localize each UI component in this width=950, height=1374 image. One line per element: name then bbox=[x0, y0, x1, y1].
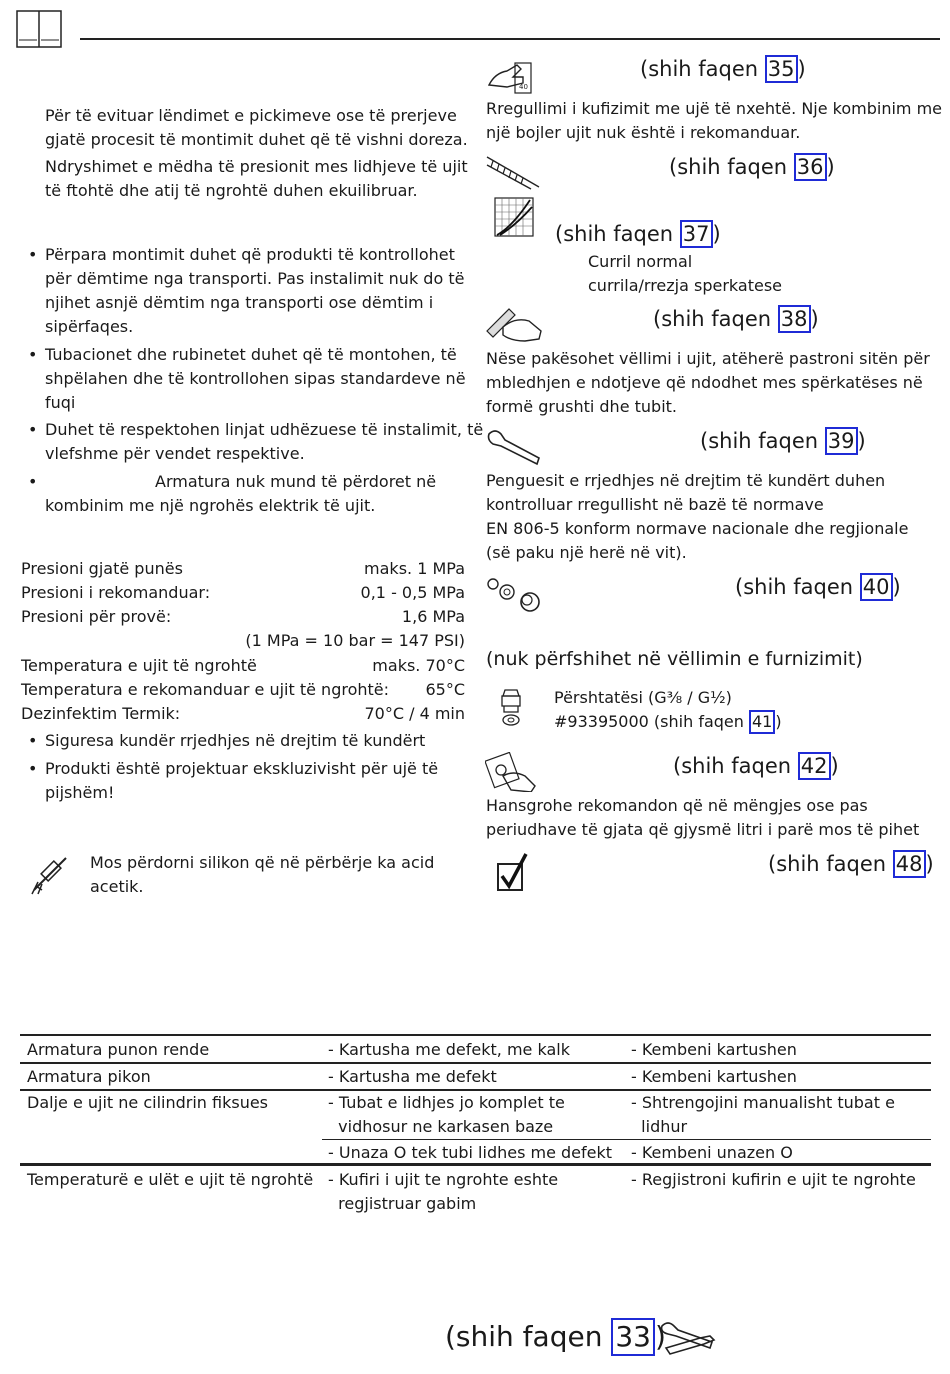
adapter-icon bbox=[499, 688, 523, 732]
page-number-box[interactable]: 42 bbox=[798, 752, 831, 780]
page-number-box[interactable]: 38 bbox=[778, 305, 811, 333]
bullet-line: për dëmtime nga transporti. Pas instalimit nuk do të bbox=[45, 269, 465, 288]
ref-suffix: ) bbox=[857, 429, 866, 453]
book-icon bbox=[16, 10, 62, 52]
spec-value: 70°C / 4 min bbox=[364, 704, 465, 723]
ref-suffix: ) bbox=[775, 712, 782, 731]
page-number-box[interactable]: 40 bbox=[860, 573, 893, 601]
bullet-dot: • bbox=[28, 420, 38, 439]
page-reference-35[interactable] bbox=[640, 55, 806, 83]
ref-prefix: (shih faqen bbox=[640, 57, 765, 81]
ref-suffix: ) bbox=[797, 57, 806, 81]
ref-suffix: ) bbox=[655, 1320, 666, 1353]
page-number-box[interactable]: 35 bbox=[765, 55, 798, 83]
adapter-line: Përshtatësi (G⅜ / G½) bbox=[554, 688, 732, 707]
bullet-line: Përpara montimit duhet që produkti të kontrollohet bbox=[45, 245, 455, 264]
bullet-line: vlefshme për vendet respektive. bbox=[45, 444, 305, 463]
section-text: kontrolluar rregullisht në bazë të normave bbox=[486, 495, 824, 514]
spec-value: 0,1 - 0,5 MPa bbox=[360, 583, 465, 602]
page-number-box[interactable]: 33 bbox=[611, 1318, 655, 1356]
tools-icon bbox=[660, 1318, 716, 1362]
table-rule bbox=[322, 1139, 931, 1140]
ref-prefix: (shih faqen bbox=[768, 852, 893, 876]
page-reference-42[interactable] bbox=[673, 752, 839, 780]
silicone-gun-icon bbox=[28, 852, 72, 900]
problem-cell: Armatura pikon bbox=[27, 1067, 151, 1086]
ref-prefix: (shih faqen bbox=[735, 575, 860, 599]
ref-prefix: (shih faqen bbox=[653, 307, 778, 331]
page-reference-39[interactable] bbox=[700, 427, 866, 455]
cause-cell: - Kartusha me defekt bbox=[328, 1067, 497, 1086]
page-reference-38[interactable] bbox=[653, 305, 819, 333]
intro-line: gjatë procesit të montimit duhet që të vishni doreza. bbox=[45, 130, 468, 149]
bullet-line: fuqi bbox=[45, 393, 76, 412]
flow-diagram-icon bbox=[494, 197, 534, 241]
spec-value: 65°C bbox=[425, 680, 465, 699]
bullet-dot: • bbox=[28, 472, 38, 491]
intro-line: Ndryshimet e mëdha të presionit mes lidhjeve të ujit bbox=[45, 157, 468, 176]
section-text: periudhave të gjata që gjysmë litri i parë mos të pihet bbox=[486, 820, 920, 839]
intro-line: Për të evituar lëndimet e pickimeve ose të prerjeve bbox=[45, 106, 457, 125]
problem-cell: Dalje e ujit ne cilindrin fiksues bbox=[27, 1093, 269, 1112]
ref-suffix: ) bbox=[712, 222, 721, 246]
bullet-line: pijshëm! bbox=[45, 783, 115, 802]
spec-label: Dezinfektim Termik: bbox=[21, 704, 181, 723]
ref-prefix: (shih faqen bbox=[669, 155, 794, 179]
section-text: EN 806-5 konform normave nacionale dhe regjionale bbox=[486, 519, 909, 538]
page-number-box[interactable]: 41 bbox=[749, 710, 775, 734]
bullet-line: Produkti është projektuar ekskluzivisht për ujë të bbox=[45, 759, 439, 778]
spray-type: Curril normal bbox=[588, 252, 693, 271]
section-text: mbledhjen e ndotjeve që ndodhet mes spërkatëses në bbox=[486, 373, 923, 392]
section-text: Nëse pakësohet vëllimi i ujit, atëherë pastroni sitën për bbox=[486, 349, 930, 368]
ref-prefix: (shih faqen bbox=[700, 429, 825, 453]
ref-suffix: ) bbox=[925, 852, 934, 876]
page-reference-37[interactable] bbox=[555, 220, 721, 248]
spec-label: Temperatura e rekomanduar e ujit të ngrohtë: bbox=[21, 680, 390, 699]
spec-value: maks. 1 MPa bbox=[364, 559, 465, 578]
section-text: një bojler ujit nuk është i rekomanduar. bbox=[486, 123, 801, 142]
cause-cell: - Unaza O tek tubi lidhes me defekt bbox=[328, 1143, 613, 1162]
page-reference-48[interactable] bbox=[768, 850, 934, 878]
bullet-dot: • bbox=[28, 731, 38, 750]
section-text: Rregullimi i kufizimit me ujë të nxehtë. Nje kombinim me bbox=[486, 99, 943, 118]
table-rule bbox=[20, 1163, 931, 1166]
wrench-icon bbox=[485, 428, 543, 470]
section-text: formë grushti dhe tubit. bbox=[486, 397, 677, 416]
problem-cell: Armatura punon rende bbox=[27, 1040, 210, 1059]
not-included-heading: (nuk përfshihet në vëllimin e furnizimit) bbox=[486, 648, 863, 670]
silicone-warning-line: acetik. bbox=[90, 877, 144, 896]
hand-cleaning-icon bbox=[485, 305, 543, 349]
problem-cell: Temperaturë e ulët e ujit të ngrohtë bbox=[27, 1170, 314, 1189]
ref-suffix: ) bbox=[830, 754, 839, 778]
spray-type: currila/rrezja sperkatese bbox=[588, 276, 782, 295]
hand-thermostat-icon bbox=[487, 55, 535, 101]
cause-cell: vidhosur ne karkasen baze bbox=[328, 1117, 554, 1136]
page-number-box[interactable]: 39 bbox=[825, 427, 858, 455]
page-number-box[interactable]: 48 bbox=[893, 850, 926, 878]
ruler-icon bbox=[485, 155, 541, 195]
remedy-cell: lidhur bbox=[631, 1117, 688, 1136]
hand-faucet-icon bbox=[485, 752, 537, 796]
bullet-line: Duhet të respektohen linjat udhëzuese të instalimit, të bbox=[45, 420, 484, 439]
section-text: (së paku një herë në vit). bbox=[486, 543, 687, 562]
remedy-cell: - Shtrengojini manualisht tubat e bbox=[631, 1093, 895, 1112]
svg-text:40: 40 bbox=[519, 83, 528, 91]
bullet-dot: • bbox=[28, 345, 38, 364]
adapter-line: #93395000 (shih faqen bbox=[554, 712, 749, 731]
ref-prefix: (shih faqen bbox=[673, 754, 798, 778]
remedy-cell: - Kembeni unazen O bbox=[631, 1143, 793, 1162]
spec-label: Presioni për provë: bbox=[21, 607, 172, 626]
bullet-line: kombinim me një ngrohës elektrik të ujit. bbox=[45, 496, 376, 515]
page-number-box[interactable]: 36 bbox=[794, 153, 827, 181]
remedy-cell: - Kembeni kartushen bbox=[631, 1067, 797, 1086]
ref-prefix: (shih faqen bbox=[445, 1320, 612, 1353]
intro-line: të ftohtë dhe atij të ngrohtë duhen ekuilibruar. bbox=[45, 181, 418, 200]
remedy-cell: - Regjistroni kufirin e ujit te ngrohte bbox=[631, 1170, 916, 1189]
spec-value: 1,6 MPa bbox=[401, 607, 465, 626]
ref-prefix: (shih faqen bbox=[555, 222, 680, 246]
section-text: Hansgrohe rekomandon që në mëngjes ose pas bbox=[486, 796, 868, 815]
bullet-line: sipërfaqes. bbox=[45, 317, 134, 336]
adapter-article[interactable] bbox=[554, 710, 782, 734]
bullet-line: njihet asnjë dëmtim nga transporti ose dëmtim i bbox=[45, 293, 434, 312]
cause-cell: - Kufiri i ujit te ngrohte eshte bbox=[328, 1170, 559, 1189]
page-reference-36[interactable] bbox=[669, 153, 835, 181]
footer-page-reference[interactable] bbox=[445, 1318, 666, 1356]
bullet-line: shpëlahen dhe të kontrollohen sipas standardeve në bbox=[45, 369, 466, 388]
spec-value: (1 MPa = 10 bar = 147 PSI) bbox=[245, 631, 465, 650]
bullet-line: Armatura nuk mund të përdoret në bbox=[155, 472, 437, 491]
seal-parts-icon bbox=[485, 574, 545, 618]
ref-suffix: ) bbox=[826, 155, 835, 179]
spec-label: Temperatura e ujit të ngrohtë bbox=[21, 656, 257, 675]
remedy-cell: - Kembeni kartushen bbox=[631, 1040, 797, 1059]
table-rule bbox=[20, 1034, 931, 1036]
bullet-line: Siguresa kundër rrjedhjes në drejtim të kundërt bbox=[45, 731, 426, 750]
section-text: Penguesit e rrjedhjes në drejtim të kundërt duhen bbox=[486, 471, 886, 490]
bullet-dot: • bbox=[28, 245, 38, 264]
spec-label: Presioni i rekomanduar: bbox=[21, 583, 211, 602]
cause-cell: - Kartusha me defekt, me kalk bbox=[328, 1040, 570, 1059]
page-number-box[interactable]: 37 bbox=[680, 220, 713, 248]
table-rule bbox=[20, 1062, 931, 1064]
bullet-line: Tubacionet dhe rubinetet duhet që të montohen, të bbox=[45, 345, 457, 364]
cause-cell: regjistruar gabim bbox=[328, 1194, 477, 1213]
cause-cell: - Tubat e lidhjes jo komplet te bbox=[328, 1093, 565, 1112]
ref-suffix: ) bbox=[810, 307, 819, 331]
spec-label: Presioni gjatë punës bbox=[21, 559, 183, 578]
silicone-warning-line: Mos përdorni silikon që në përbërje ka acid bbox=[90, 853, 435, 872]
page-reference-40[interactable] bbox=[735, 573, 901, 601]
checkbox-icon bbox=[496, 852, 530, 896]
ref-suffix: ) bbox=[892, 575, 901, 599]
spec-value: maks. 70°C bbox=[372, 656, 465, 675]
header-rule bbox=[80, 38, 940, 40]
bullet-dot: • bbox=[28, 759, 38, 778]
